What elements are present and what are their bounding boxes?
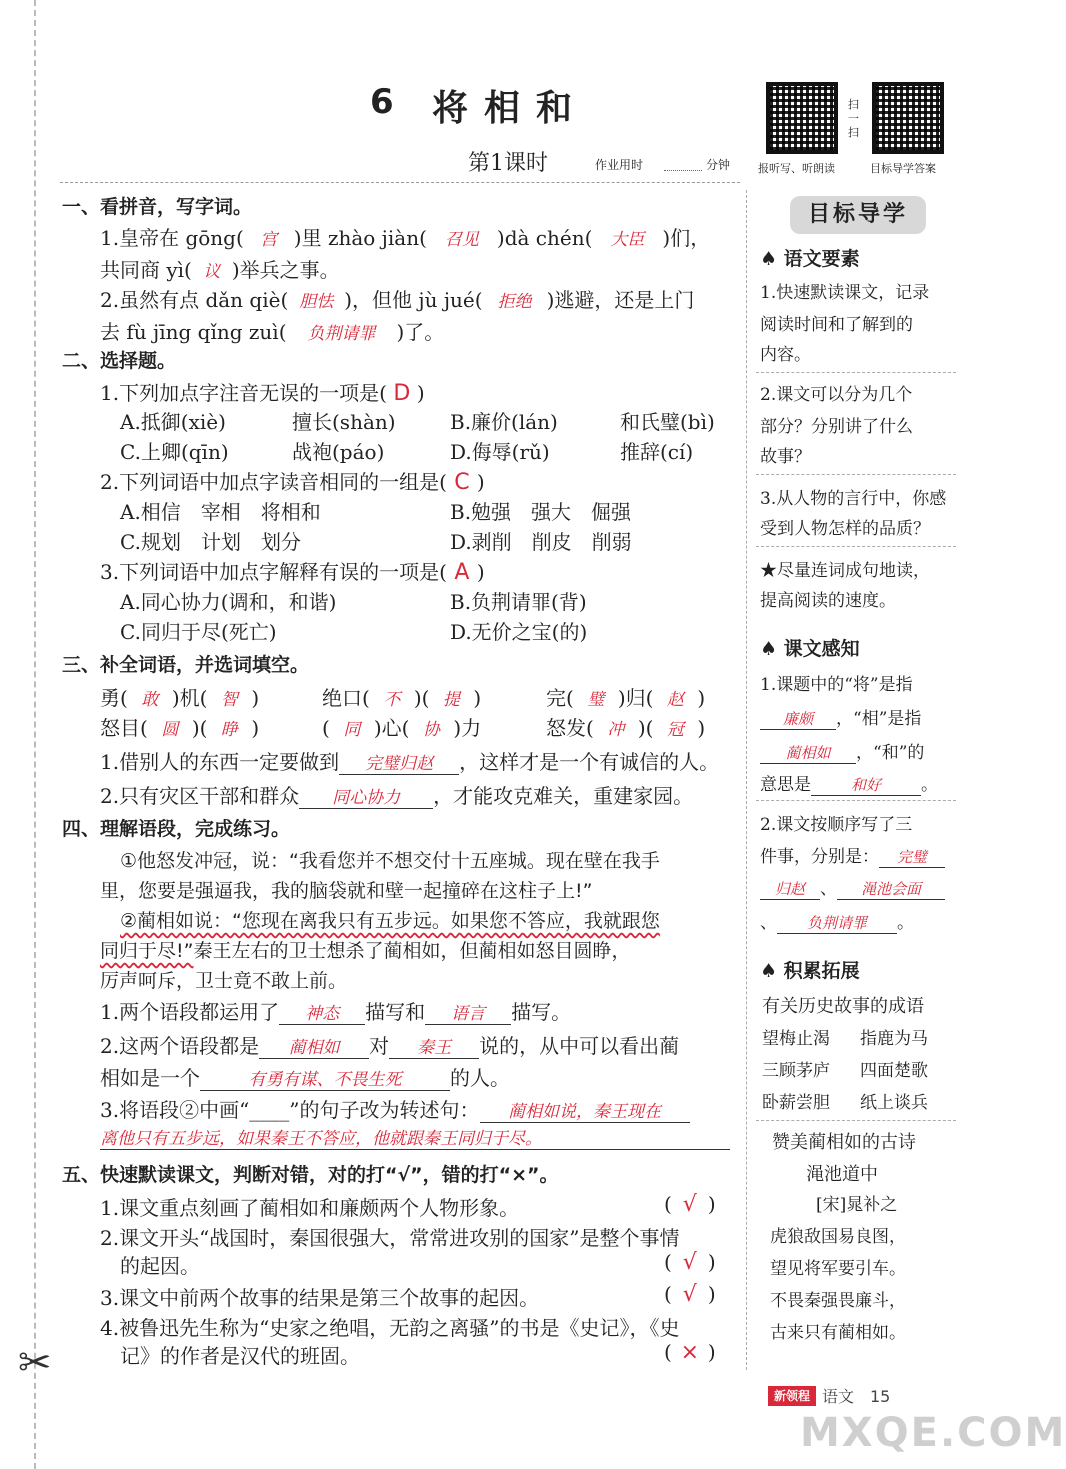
s1-q2-line2: 去 fù jīng qǐng zuì( 负荆请罪 )了。 xyxy=(100,320,445,344)
sidebar-s2-q2-l3: 归赵 、 渑池会面 xyxy=(760,874,945,900)
s4-passage2-line3: 厉声呵斥，卫士竟不敢上前。 xyxy=(100,970,348,992)
s2-q3: 3.下列词语中加点字解释有误的一项是( A ) xyxy=(100,560,485,585)
watermark: MXQE.COM xyxy=(800,1410,1066,1456)
section3-title: 三、补全词语，并选词填空。 xyxy=(62,654,310,676)
sidebar-idiom-heading: 有关历史故事的成语 xyxy=(762,996,924,1017)
sidebar-s2-q1-l1: 1.课题中的“将”是指 xyxy=(760,675,913,695)
sidebar-idiom: 四面楚歌 xyxy=(860,1061,928,1081)
minutes-label: 分钟 xyxy=(706,158,731,172)
sidebar-separator xyxy=(756,474,956,475)
s2-q2-opt-a[interactable]: A.相信 宰相 将相和 xyxy=(120,500,321,524)
s4-passage1-line2: 里，您要是强逼我，我的脑袋就和壁一起撞碎在这柱子上!” xyxy=(100,880,593,902)
s2-q3-opt-c[interactable]: C.同归于尽(死亡) xyxy=(120,620,277,644)
s4-passage2-line2: 同归于尽!”秦王左右的卫士想杀了蔺相如，但蔺相如怒目圆睁， xyxy=(100,940,631,962)
s3-word-4: 怒目( 圆 )( 睁 ) xyxy=(100,716,260,740)
s2-q1-opt-c[interactable]: C.上卿(qīn) xyxy=(120,440,229,464)
homework-time-label: 作业用时 xyxy=(595,158,644,172)
s5-item-4-line2: 记》的作者是汉代的班固。 xyxy=(120,1344,360,1368)
sidebar-section3-heading: ♠ 积累拓展 xyxy=(760,960,860,982)
s4-passage2-line1: ②蔺相如说：“您现在离我只有五步远。如果您不答应，我就跟您 xyxy=(120,910,660,932)
sidebar-separator xyxy=(756,546,956,547)
qr1-caption: 报听写、听朗读 xyxy=(758,162,835,175)
s4-q1: 1.两个语段都运用了 神态 描写和 语言 描写。 xyxy=(100,1000,572,1024)
sidebar-s2-q1-l3: 蔺相如 ，“和”的 xyxy=(760,738,924,764)
s4-passage1-line1: ①他怒发冲冠，说：“我看您并不想交付十五座城。现在壁在我手 xyxy=(120,850,660,872)
sidebar-title: 目标导学 xyxy=(790,196,926,234)
s2-q1-opt-c2: 战袍(páo) xyxy=(292,440,385,464)
page-number: 语文 15 xyxy=(822,1387,891,1406)
sidebar-s1-item2-l2: 部分？分别讲了什么 xyxy=(760,417,913,437)
s3-word-1: 勇( 敢 )机( 智 ) xyxy=(100,686,260,710)
s1-q1-line2: 共同商 yì( 议 )举兵之事。 xyxy=(100,258,340,282)
sidebar-s1-item2-l1: 2.课文可以分为几个 xyxy=(760,385,913,405)
s2-q2-opt-d[interactable]: D.剥削 削皮 削弱 xyxy=(450,530,632,554)
lesson-number: 6 xyxy=(370,82,394,122)
cut-line xyxy=(34,0,36,1469)
s5-answer-4[interactable]: ( × ) xyxy=(664,1340,716,1365)
s3-word-5: ( 同 )心( 协 )力 xyxy=(322,716,482,740)
section5-title: 五、快速默读课文，判断对错，对的打“√”，错的打“×”。 xyxy=(62,1164,559,1186)
sidebar-s2-q1-l2: 廉颇 ，“相”是指 xyxy=(760,704,921,730)
lesson-title: 将相和 xyxy=(432,88,589,129)
s3-sentence-2: 2.只有灾区干部和群众 同心协力 ，才能攻克难关，重建家园。 xyxy=(100,784,694,808)
sidebar-s1-item1-l3: 内容。 xyxy=(760,345,811,365)
sidebar-poem-title: 渑池道中 xyxy=(806,1164,878,1185)
sidebar-s2-q2-l1: 2.课文按顺序写了三 xyxy=(760,815,913,835)
s3-sentence-1: 1.借别人的东西一定要做到 完璧归赵 ，这样才是一个有诚信的人。 xyxy=(100,750,720,774)
s3-word-6: 怒发( 冲 )( 冠 ) xyxy=(546,716,706,740)
sidebar-section1-heading: ♠ 语文要素 xyxy=(760,248,860,270)
tree-icon: ♠ xyxy=(760,248,778,270)
scissors-icon: ✂ xyxy=(18,1340,52,1386)
sidebar-idiom: 望梅止渴 xyxy=(762,1029,830,1049)
s2-q1-opt-d[interactable]: D.侮辱(rǔ) xyxy=(450,440,550,464)
sidebar-s1-item3-l1: 3.从人物的言行中，你感 xyxy=(760,489,947,509)
sidebar-poem-line: 虎狼敌国易良图， xyxy=(770,1227,906,1247)
s2-q3-opt-a[interactable]: A.同心协力(调和，和谐) xyxy=(120,590,337,614)
s4-q3-line1: 3.将语段②中画“____”的句子改为转述句： 蔺相如说，秦王现在 xyxy=(100,1094,690,1123)
sidebar-separator xyxy=(756,1120,956,1121)
sidebar-s1-item2-l3: 故事？ xyxy=(760,447,811,467)
s2-q1: 1.下列加点字注音无误的一项是( D ) xyxy=(100,381,425,406)
s5-answer-2[interactable]: ( √ ) xyxy=(664,1250,716,1275)
s5-answer-1[interactable]: ( √ ) xyxy=(664,1192,716,1217)
sidebar-s1-item1-l1: 1.快速默读课文，记录 xyxy=(760,283,930,303)
sidebar-idiom: 纸上谈兵 xyxy=(860,1093,928,1113)
sidebar-poem-line: 望见将军要引车。 xyxy=(770,1259,906,1279)
s3-word-3: 完( 璧 )归( 赵 ) xyxy=(546,686,706,710)
scan-label: 扫一扫 xyxy=(848,98,859,139)
sidebar-poem-intro: 赞美蔺相如的古诗 xyxy=(772,1132,916,1153)
column-divider xyxy=(746,190,747,1370)
s2-q2-opt-c[interactable]: C.规划 计划 划分 xyxy=(120,530,301,554)
homework-time-blank xyxy=(664,170,702,171)
sidebar-separator xyxy=(756,372,956,373)
sidebar-section2-heading: ♠ 课文感知 xyxy=(760,638,860,660)
s2-q3-opt-d[interactable]: D.无价之宝(的) xyxy=(450,620,588,644)
section4-title: 四、理解语段，完成练习。 xyxy=(62,818,291,840)
sidebar-s2-q2-l4: 、 负荆请罪 。 xyxy=(760,913,914,933)
s2-q2-opt-b[interactable]: B.勉强 强大 倔强 xyxy=(450,500,632,524)
s1-q2-line1: 2.虽然有点 dǎn qiè( 胆怯 )，但他 jù jué( 拒绝 )逃避，还是上门 xyxy=(100,288,695,312)
sidebar-s1-item1-l2: 阅读时间和了解到的 xyxy=(760,315,913,335)
sidebar-idiom: 卧薪尝胆 xyxy=(762,1093,830,1113)
sidebar-s1-item3-l2: 受到人物怎样的品质？ xyxy=(760,519,930,539)
s4-q2-line2: 相如是一个 有勇有谋、不畏生死 的人。 xyxy=(100,1066,510,1090)
s5-item-2-line2: 的起因。 xyxy=(120,1254,200,1278)
sidebar-s2-q2-l2: 件事，分别是： 完璧 xyxy=(760,842,945,868)
s2-q3-opt-b[interactable]: B.负荆请罪(背) xyxy=(450,590,587,614)
s3-word-2: 绝口( 不 )( 提 ) xyxy=(322,686,482,710)
sidebar-idiom: 指鹿为马 xyxy=(860,1029,928,1049)
sidebar-s1-tip-l2: 提高阅读的速度。 xyxy=(760,591,896,611)
tree-icon: ♠ xyxy=(760,638,778,660)
s1-q1-line1: 1.皇帝在 gōng( 宫 )里 zhào jiàn( 召见 )dà chén( 大臣 )们， xyxy=(100,226,711,250)
qr-code-icon[interactable] xyxy=(766,82,838,154)
s2-q1-opt-b[interactable]: B.廉价(lán) xyxy=(450,410,558,434)
s5-item-2-line1: 2.课文开头“战国时，秦国很强大，常常进攻别的国家”是整个事情 xyxy=(100,1226,680,1250)
sidebar-poem-line: 古来只有蔺相如。 xyxy=(770,1323,906,1343)
s2-q1-opt-a2: 擅长(shàn) xyxy=(292,410,396,434)
s4-q2-line1: 2.这两个语段都是 蔺相如 对 秦王 说的，从中可以看出蔺 xyxy=(100,1034,680,1058)
brand-badge: 新领程 xyxy=(768,1386,816,1406)
s2-q1-opt-b2: 和氏璧(bì) xyxy=(620,410,715,434)
header-divider xyxy=(60,182,740,183)
sidebar-s2-q1-l4: 意思是 和好 。 xyxy=(760,775,938,795)
sidebar-separator xyxy=(756,800,956,801)
s5-item-3: 3.课文中前两个故事的结果是第三个故事的起因。 xyxy=(100,1286,540,1310)
section2-title: 二、选择题。 xyxy=(62,350,177,372)
s4-q3-line2: 离他只有五步远，如果秦王不答应，他就跟秦王同归于尽。 xyxy=(100,1124,730,1150)
sidebar-poem-line: 不畏秦强畏廉斗， xyxy=(770,1291,906,1311)
section1-title: 一、看拼音，写字词。 xyxy=(62,196,253,218)
qr-code-icon[interactable] xyxy=(872,82,944,154)
tree-icon: ♠ xyxy=(760,960,778,982)
s5-item-1: 1.课文重点刻画了蔺相如和廉颇两个人物形象。 xyxy=(100,1196,520,1220)
sidebar-s1-tip-l1: ★尽量连词成句地读， xyxy=(760,561,930,581)
lesson-period: 第1课时 xyxy=(468,151,548,176)
s2-q2: 2.下列词语中加点字读音相同的一组是( C ) xyxy=(100,470,485,495)
s2-q1-opt-d2: 推辞(cí) xyxy=(620,440,694,464)
sidebar-poem-author: [宋]晁补之 xyxy=(816,1195,898,1215)
qr2-caption: 目标导学答案 xyxy=(870,162,936,175)
s5-answer-3[interactable]: ( √ ) xyxy=(664,1282,716,1307)
s5-item-4-line1: 4.被鲁迅先生称为“史家之绝唱，无韵之离骚”的书是《史记》，《史 xyxy=(100,1316,680,1340)
sidebar-idiom: 三顾茅庐 xyxy=(762,1061,830,1081)
s2-q1-opt-a[interactable]: A.抵御(xiè) xyxy=(120,410,226,434)
